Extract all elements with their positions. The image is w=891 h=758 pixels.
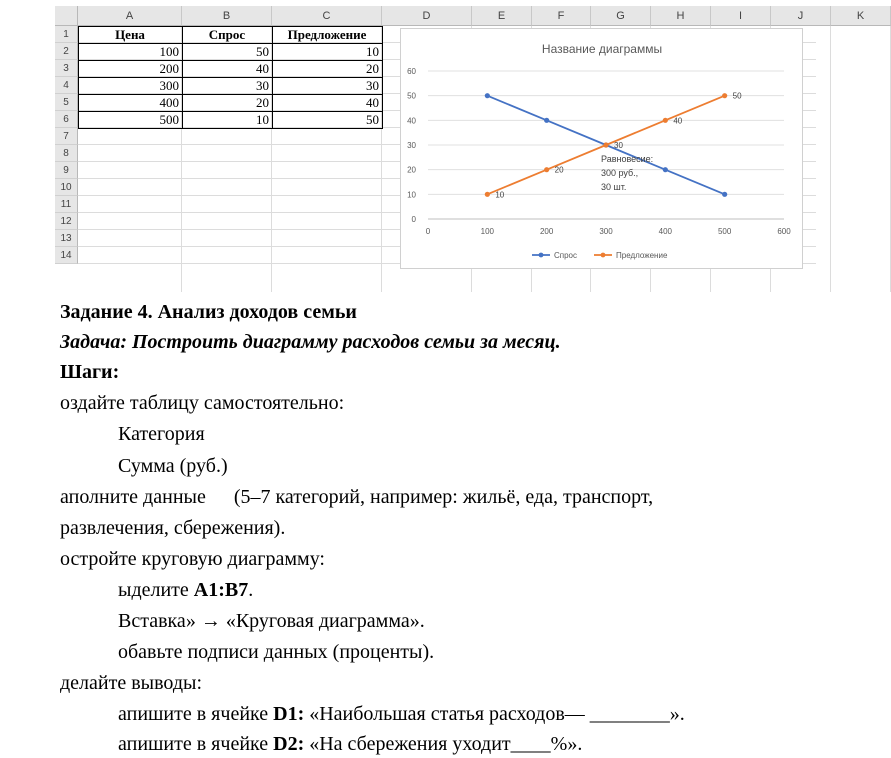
- table-divider: [78, 94, 382, 95]
- data-point: [544, 167, 549, 172]
- column-header-d[interactable]: D: [382, 6, 472, 26]
- column-header-g[interactable]: G: [591, 6, 651, 26]
- equilibrium-annotation: Равновесие:: [601, 154, 654, 164]
- range-reference: A1:B7: [193, 579, 249, 601]
- legend-marker: [539, 253, 544, 258]
- table-cell[interactable]: 200: [159, 61, 179, 76]
- x-tick-label: 300: [599, 227, 613, 236]
- column-header-f[interactable]: F: [532, 6, 591, 26]
- row-header-5[interactable]: 5: [55, 94, 78, 111]
- y-tick-label: 50: [407, 91, 416, 101]
- x-tick-label: 0: [425, 227, 431, 236]
- table-cell[interactable]: 100: [159, 44, 179, 59]
- y-tick-label: 40: [407, 116, 416, 126]
- table-cell[interactable]: 300: [159, 78, 179, 93]
- data-point: [544, 118, 549, 123]
- step-4-d2-quote: «На сбережения уходит____%».: [304, 733, 583, 755]
- steps-label: Шаги:: [60, 361, 120, 383]
- row-header-2[interactable]: 2: [55, 43, 78, 60]
- column-header-j[interactable]: J: [771, 6, 831, 26]
- step-1-item-sum: Сумма (руб.): [118, 455, 228, 477]
- equilibrium-annotation: 30 шт.: [601, 182, 627, 192]
- table-cell[interactable]: 50: [256, 44, 269, 59]
- table-cell[interactable]: 20: [366, 61, 379, 76]
- cell-reference-d1: D1:: [273, 703, 305, 725]
- chart-title: Название диаграммы: [541, 42, 663, 56]
- gridline: [830, 26, 831, 292]
- step-2-continued: развлечения, сбережения).: [60, 517, 286, 539]
- data-point: [722, 192, 727, 197]
- y-tick-label: 60: [407, 67, 416, 76]
- data-label: 30: [614, 141, 623, 150]
- select-all-corner[interactable]: [55, 6, 78, 26]
- column-header-e[interactable]: E: [472, 6, 532, 26]
- column-header-h[interactable]: H: [651, 6, 711, 26]
- row-header-4[interactable]: 4: [55, 77, 78, 94]
- step-3-select-text: ыделите: [118, 579, 194, 601]
- table-divider: [78, 43, 382, 44]
- step-4-d2-text: апишите в ячейке: [118, 733, 274, 755]
- task-goal: Задача: Построить диаграмму расходов семьи за месяц.: [60, 331, 561, 353]
- column-header-i[interactable]: I: [711, 6, 771, 26]
- column-header-c[interactable]: C: [272, 6, 382, 26]
- data-point: [485, 192, 490, 197]
- row-header-11[interactable]: 11: [55, 196, 78, 213]
- table-cell[interactable]: 500: [159, 112, 179, 127]
- step-3-item-labels: обавьте подписи данных (проценты).: [118, 641, 435, 663]
- row-header-10[interactable]: 10: [55, 179, 78, 196]
- column-header-k[interactable]: K: [831, 6, 891, 26]
- table-cell[interactable]: 40: [256, 61, 269, 76]
- data-point: [485, 93, 490, 98]
- table-header-cell[interactable]: Спрос: [208, 27, 246, 42]
- row-header-6[interactable]: 6: [55, 111, 78, 128]
- row-header-12[interactable]: 12: [55, 213, 78, 230]
- row-header-7[interactable]: 7: [55, 128, 78, 145]
- row-header-8[interactable]: 8: [55, 145, 78, 162]
- chart-area[interactable]: [400, 28, 803, 269]
- data-label: 10: [495, 190, 505, 200]
- column-header-a[interactable]: A: [78, 6, 182, 26]
- data-label: 20: [554, 165, 564, 175]
- y-tick-label: 20: [407, 165, 416, 175]
- step-4-item-d1: [118, 700, 685, 728]
- table-cell[interactable]: 10: [366, 44, 379, 59]
- data-point: [663, 167, 668, 172]
- task-title: Задание 4. Анализ доходов семьи: [60, 301, 357, 323]
- step-1: оздайте таблицу самостоятельно:: [60, 392, 345, 414]
- cell-reference-d2: D2:: [273, 733, 305, 755]
- step-4: делайте выводы:: [60, 672, 203, 694]
- x-tick-label: 500: [717, 227, 732, 236]
- y-tick-label: 10: [407, 190, 416, 200]
- table-divider: [78, 77, 382, 78]
- step-2: [60, 483, 653, 511]
- row-header-14[interactable]: 14: [55, 247, 78, 264]
- step-3-item-insert: Вставка» → «Круговая диаграмма».: [118, 610, 425, 632]
- x-tick-label: 600: [777, 227, 791, 236]
- step-4-d1-quote: «Наибольшая статья расходов— ________».: [304, 703, 685, 725]
- legend-marker: [601, 253, 606, 258]
- legend-label: Спрос: [554, 251, 578, 260]
- data-label: 40: [673, 116, 683, 126]
- x-tick-label: 100: [480, 227, 495, 236]
- table-cell[interactable]: 40: [366, 95, 379, 110]
- table-cell[interactable]: 20: [256, 95, 269, 110]
- table-cell[interactable]: 30: [366, 78, 379, 93]
- data-point: [663, 118, 668, 123]
- y-tick-label: 30: [407, 141, 416, 150]
- table-header-cell[interactable]: Предложение: [287, 27, 367, 42]
- step-2-text: аполните данные: [60, 486, 206, 508]
- equilibrium-annotation: 300 руб.,: [601, 168, 639, 178]
- table-cell[interactable]: 400: [159, 95, 179, 110]
- legend-label: Предложение: [616, 251, 668, 260]
- row-header-9[interactable]: 9: [55, 162, 78, 179]
- step-4-item-d2: [118, 730, 582, 758]
- table-divider: [78, 111, 382, 112]
- row-header-3[interactable]: 3: [55, 60, 78, 77]
- step-3-select-end: .: [248, 579, 254, 601]
- column-header-b[interactable]: B: [182, 6, 272, 26]
- spreadsheet: [55, 0, 865, 292]
- table-cell[interactable]: 50: [366, 112, 379, 127]
- step-4-d1-text: апишите в ячейке: [118, 703, 274, 725]
- step-3-item-select: [118, 576, 253, 604]
- x-tick-label: 200: [539, 227, 554, 236]
- x-tick-label: 400: [658, 227, 673, 236]
- step-2-example: (5–7 категорий, например: жильё, еда, транспорт,: [233, 486, 654, 508]
- line-chart: [401, 29, 804, 270]
- table-cell[interactable]: 30: [256, 78, 269, 93]
- y-tick-label: 0: [411, 215, 416, 224]
- data-point: [603, 142, 608, 147]
- step-1-item-category: Категория: [118, 423, 205, 445]
- step-3: остройте круговую диаграмму:: [60, 548, 325, 570]
- data-label: 50: [732, 91, 742, 101]
- table-cell[interactable]: 10: [256, 112, 269, 127]
- data-point: [722, 93, 727, 98]
- table-header-cell[interactable]: Цена: [115, 27, 145, 42]
- table-divider: [78, 60, 382, 61]
- row-header-1[interactable]: 1: [55, 26, 78, 43]
- row-header-13[interactable]: 13: [55, 230, 78, 247]
